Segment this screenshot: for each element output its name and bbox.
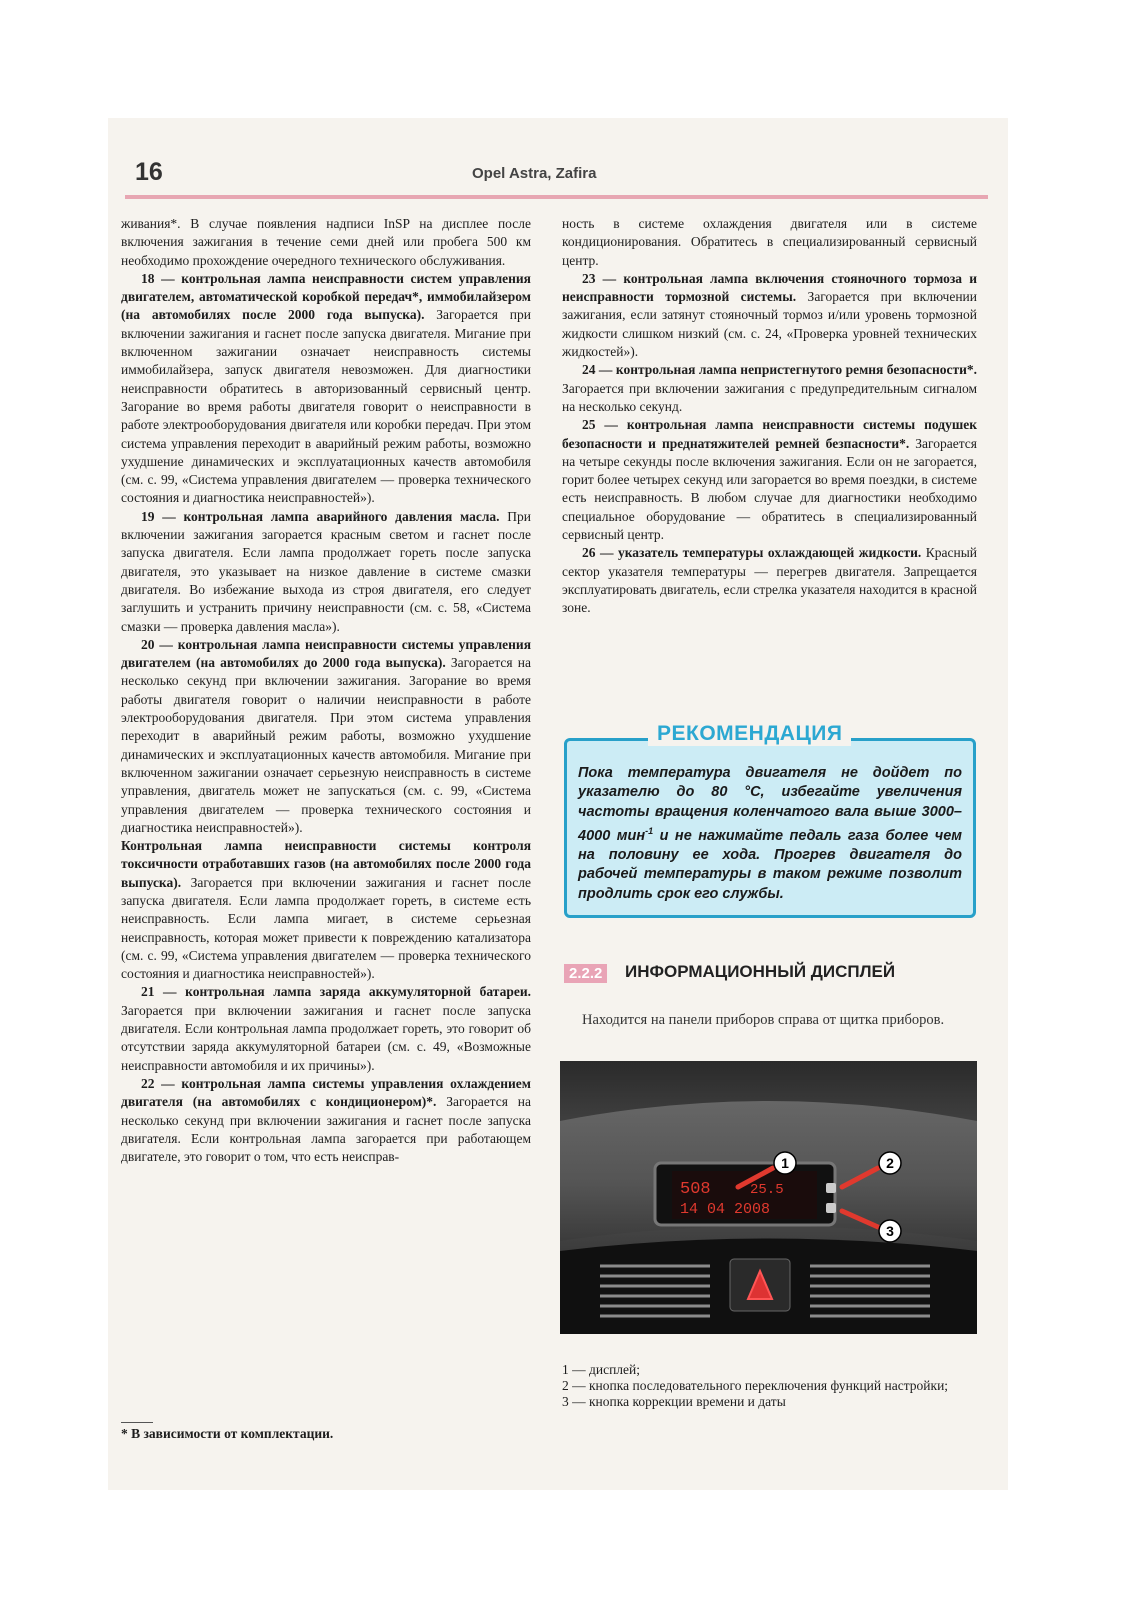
paragraph: ность в системе охлаждения двигателя или в системе кондиционирования. Обратитесь в специализированный сервисный центр. [562,216,977,268]
paragraph-19: 19 — контрольная лампа аварийного давления масла. При включении зажигания загорается красным светом и гаснет после запуска двигателя. Если лампа продолжает гореть после запуска двигателя, это указывает на низкое давление в системе смазки двигателя. Во избежание выхода из строя двигателя, его следует заглушить и устранить причину неисправности (см. с. 58, «Система смазки — проверка давления масла»). [121,508,531,634]
paragraph-23: 23 — контрольная лампа включения стояночного тормоза и неисправности тормозной системы. Загорается при включении зажигания, если затянут стояночный тормоз и/или уровень тормозной жидкости слишком низкий (см. с. 24, «Проверка уровней технических жидкостей»). [562,270,977,360]
paragraph-21: 21 — контрольная лампа заряда аккумуляторной батареи. Загорается при включении зажигания и гаснет после запуска двигателя. Если контрольная лампа продолжает гореть, это говорит об отсутствии заряда аккумуляторной батареи (см. с. 49, «Возможные неисправности автомобиля и их причины»). [121,984,531,1073]
dashboard-photo-illustration [560,1061,977,1334]
photo-captions [562,1362,977,1410]
function-button [826,1183,836,1193]
footnote-rule [121,1422,153,1423]
caption-item: 3 — кнопка коррекции времени и даты [562,1394,786,1409]
footnote: * В зависимости от комплектации. [121,1426,334,1441]
right-column [562,215,977,618]
paragraph-22: 22 — контрольная лампа системы управления охлаждением двигателя (на автомобилях с кондиционером)*. Загорается на несколько секунд при включении зажигания и гаснет после запуска двигателя. Если контрольная лампа загорается при работающем двигателе, это говорит о том, что есть неисправ- [121,1075,531,1165]
display-readout-date: 14 04 2008 [680,1201,771,1218]
display-readout-temp: 25.5 [750,1182,784,1198]
svg-text:1: 1 [781,1155,789,1171]
time-date-button [826,1203,836,1213]
running-head: Opel Astra, Zafira [472,165,597,182]
caption-item: 2 — кнопка последовательного переключения функций настройки; [562,1378,949,1393]
section-number: 2.2.2 [564,964,607,983]
recommendation-title: РЕКОМЕНДАЦИЯ [648,722,851,746]
page-number: 16 [135,158,163,186]
callout-3 [879,1220,901,1242]
svg-text:2: 2 [886,1155,894,1171]
paragraph-emission: Контрольная лампа неисправности системы контроля токсичности отработавших газов (на автомобилях после 2000 года выпуска). Загорается при включении зажигания и гаснет после запуска двигателя. Если лампа продолжает гореть, в системе есть неисправность. Если лампа мигает, в системе серьезная неисправность, которая может привести к повреждению катализатора (см. с. 99, «Система управления двигателем — проверка технического состояния и диагностика неисправностей»). [121,838,531,982]
display-readout-top: 508 [680,1180,711,1199]
recommendation-text: Пока температура двигателя не дойдет по указателю до 80 °С, избегайте увеличения частоты вращения коленчатого вала выше 3000–4000 мин$^{-1}$ и не нажимайте педаль газа более чем на половину ее хода. Прогрев двигателя до рабочей температуры в таком режиме позволит продлить срок его службы. [578,765,962,902]
caption-item: 1 — дисплей; [562,1362,641,1377]
paragraph-24: 24 — контрольная лампа непристегнутого ремня безопасности*. Загорается при включении зажигания с предупредительным сигналом на несколько секунд. [562,362,977,414]
callout-1 [774,1152,796,1174]
callout-2 [879,1152,901,1174]
left-column [121,215,531,1166]
paragraph-25: 25 — контрольная лампа неисправности системы подушек безопасности и преднатяжителей ремней безпасности*. Загорается на четыре секунды после включения зажигания. Если он не загорается, горит более четырех секунд или загорается во время поездки, в системе есть неисправность. В любом случае для диагностики необходимо специальное оборудование — обратитесь в специализированный сервисный центр. [562,417,977,543]
paragraph-26: 26 — указатель температуры охлаждающей жидкости. Красный сектор указателя температуры — перегрев двигателя. Запрещается эксплуатировать двигатель, если стрелка указателя находится в красной зоне. [562,545,977,616]
svg-text:3: 3 [886,1223,894,1239]
section-title: ИНФОРМАЦИОННЫЙ ДИСПЛЕЙ [625,962,896,981]
header-rule [125,195,988,199]
paragraph-20: 20 — контрольная лампа неисправности системы управления двигателем (на автомобилях до 2000 года выпуска). Загорается на несколько секунд при включении зажигания. Загорание во время работы двигателя говорит о наличии неисправности в работе электрооборудования двигателя. При этом система управления переходит в аварийный режим работы, возможно ухудшение динамических и эксплуатационных качеств автомобиля. Мигание при включенном зажигании означает серьезную неисправность в системе управления, двигатель может не запускаться (см. с. 99, «Система управления двигателем — проверка технического состояния и диагностика неисправностей»). [121,636,531,835]
dashboard-photo [560,1061,977,1334]
section-body: Находится на панели приборов справа от щитка приборов. [582,1012,945,1028]
paragraph-18: 18 — контрольная лампа неисправности систем управления двигателем, автоматической коробкой передач*, иммобилайзером (на автомобилях после 2000 года выпуска). Загорается при включении зажигания и гаснет после запуска двигателя. Мигание при включенном зажигании означает неисправность системы иммобилайзера, запуск двигателя невозможен. Для диагностики неисправности обратитесь в авторизованный сервисный центр. Загорание во время работы двигателя говорит о неисправности в работе электрооборудования двигателя или коробки передач. При этом система управления переходит в аварийный режим работы, возможно ухудшение динамических и эксплуатационных качеств автомобиля (см. с. 99, «Система управления двигателем — проверка технического состояния и диагностика неисправностей»). [121,270,531,506]
paragraph: живания*. В случае появления надписи InSP на дисплее после включения зажигания в течение семи дней или пробега 500 км необходимо прохождение очередного технического обслуживания. [121,216,531,268]
